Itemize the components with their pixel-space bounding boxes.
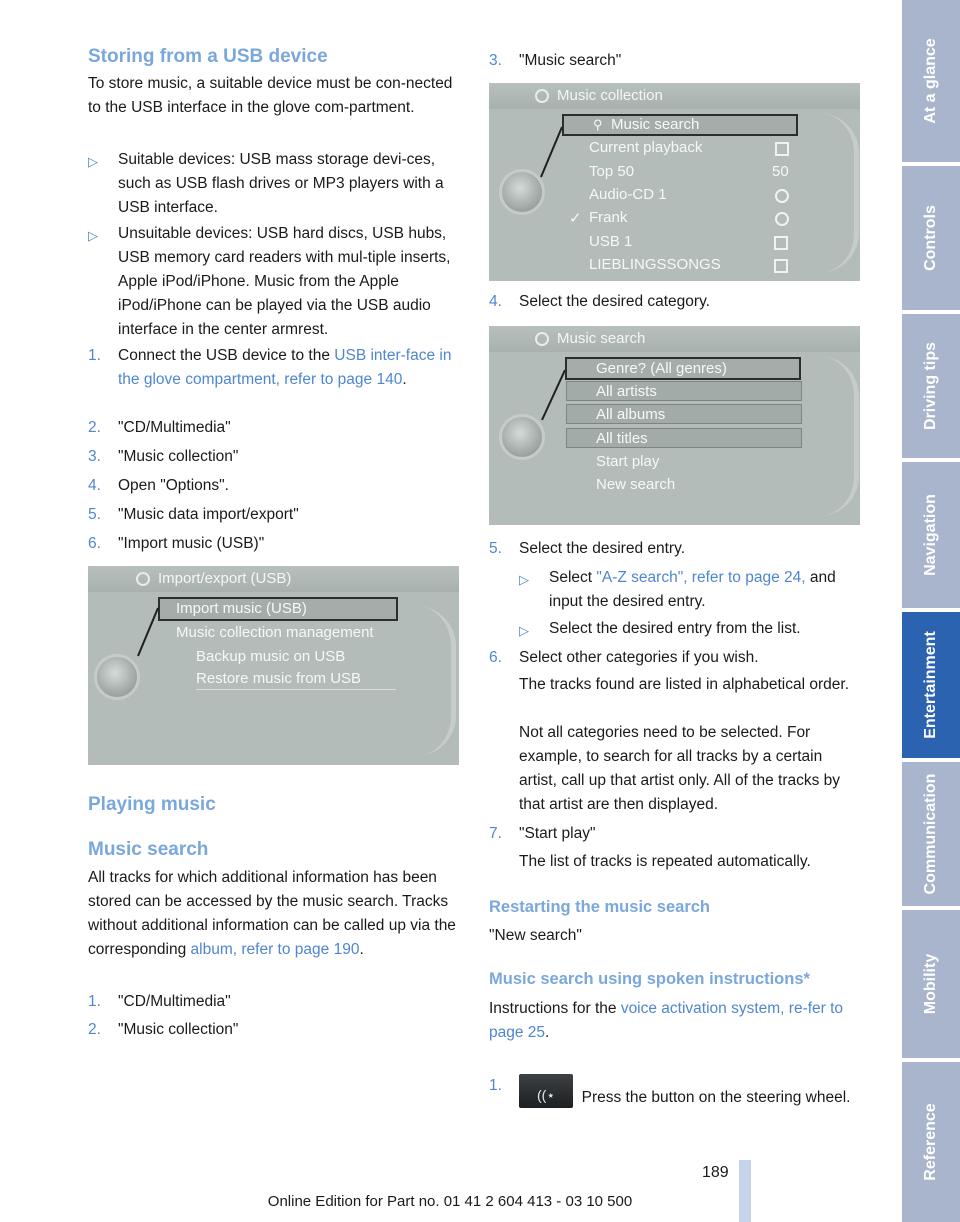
top-50-count: 50 [772,163,789,180]
menu-item-top-50[interactable]: Top 50 [589,163,635,180]
step-2: 2. "CD/Multimedia" [88,419,231,436]
heading-restarting: Restarting the music search [489,898,710,916]
screen-import-export [88,566,459,765]
page-marker [739,1160,751,1222]
menu-item-import-music[interactable]: Import music (USB) [176,600,307,617]
menu-item-lieblingssongs[interactable]: LIEBLINGSSONGS [589,256,721,273]
link-usb-interface[interactable]: USB inter-face in the glove compartment, refer to page 140 [118,347,452,388]
heading-spoken-instructions: Music search using spoken instructions* [489,970,810,988]
pointer-line [489,83,860,281]
screen-title: Music collection [557,87,663,104]
screen-title: Import/export (USB) [158,570,292,587]
paragraph-not-all: Not all categories need to be selected. For example, to search for all tracks by a certain artist, call up that artist only. All of the tracks by that artist are then displayed. [519,724,841,813]
paragraph-storing: To store music, a suitable device must be con-nected to the USB interface in the glove com-partment. [88,75,453,116]
screen-music-collection [489,83,860,281]
step-4: 4. Open "Options". [88,477,229,494]
footer-edition: Online Edition for Part no. 01 41 2 604 413 - 03 10 500 [267,1193,633,1210]
pointer-line [489,326,860,525]
tab-entertainment[interactable]: Entertainment [902,612,960,758]
step-6-categories: 6. Select other categories if you wish. [489,649,759,666]
bullet-az-search: ▷ Select "A-Z search", refer to page 24, and input the desired entry. [519,569,836,610]
menu-item-genre[interactable]: Genre? (All genres) [596,360,727,377]
voice-step-1: 1. ((⋆ Press the button on the steering wheel. [489,1066,864,1122]
search-icon: ⚲ [593,117,603,132]
bullet-from-list: ▷ Select the desired entry from the list. [519,620,801,638]
tab-driving-tips[interactable]: Driving tips [902,314,960,458]
heading-music-search: Music search [88,839,209,860]
menu-item-all-artists[interactable]: All artists [596,383,657,400]
step-4-category: 4. Select the desired category. [489,293,710,310]
link-voice-activation[interactable]: voice activation system, re-fer to page 25 [489,1000,844,1041]
bullet-unsuitable: ▷ Unsuitable devices: USB hard discs, USB hubs, USB memory card readers with mul-tiple inserts, Apple iPod/iPhone. Music from the Apple iPod/iPhone can be played via the USB audio interface in the center armrest. [88,225,451,338]
tab-mobility[interactable]: Mobility [902,910,960,1058]
menu-item-music-search[interactable]: Music search [611,116,700,133]
menu-item-new-search[interactable]: New search [596,476,676,493]
paragraph-repeated: The list of tracks is repeated automatically. [519,853,811,870]
tab-reference[interactable]: Reference [902,1062,960,1222]
menu-item-all-albums[interactable]: All albums [596,406,666,423]
menu-item-audio-cd[interactable]: Audio-CD 1 [589,186,667,203]
heading-playing-music: Playing music [88,794,216,815]
heading-storing: Storing from a USB device [88,46,328,67]
menu-item-backup[interactable]: Backup music on USB [196,648,346,665]
paragraph-new-search: "New search" [489,927,582,944]
menu-item-collection-management[interactable]: Music collection management [176,624,374,641]
menu-item-current-playback[interactable]: Current playback [589,139,703,156]
menu-item-start-play[interactable]: Start play [596,453,660,470]
menu-item-all-titles[interactable]: All titles [596,430,648,447]
step2-1: 1. "CD/Multimedia" [88,993,231,1010]
step2-2: 2. "Music collection" [88,1021,239,1038]
link-az-search[interactable]: "A-Z search", refer to page 24, [596,569,806,586]
paragraph-music-search: All tracks for which additional information has been stored can be accessed by the music search. Tracks without additional information can be called up via the corresponding album, refer to page 190. [88,869,456,958]
step-3: 3. "Music collection" [88,448,239,465]
menu-item-restore[interactable]: Restore music from USB [196,670,362,687]
bullet-suitable: ▷ Suitable devices: USB mass storage devi-ces, such as USB flash drives or MP3 players with a USB interface. [88,151,444,216]
screen-music-search [489,326,860,525]
step-1-connect: 1. Connect the USB device to the USB inter-face in the glove compartment, refer to page 140. [88,347,452,388]
step-5-entry: 5. Select the desired entry. [489,540,685,557]
step-7-start-play: 7. "Start play" [489,825,596,842]
step-6: 6. "Import music (USB)" [88,535,265,552]
menu-item-frank[interactable]: Frank [589,209,628,226]
menu-item-usb-1[interactable]: USB 1 [589,233,633,250]
tab-navigation[interactable]: Navigation [902,462,960,608]
step-3-music-search: 3. "Music search" [489,52,622,69]
check-icon: ✓ [569,210,582,227]
paragraph-alphabetical: The tracks found are listed in alphabetical order. [519,676,849,693]
link-album[interactable]: album, refer to page 190 [190,941,360,958]
tab-controls[interactable]: Controls [902,166,960,310]
pointer-line [88,566,459,765]
tab-communication[interactable]: Communication [902,762,960,906]
paragraph-voice: Instructions for the voice activation system, re-fer to page 25. [489,1000,844,1041]
screen-title: Music search [557,330,646,347]
page-number: 189 [702,1164,729,1181]
voice-button-icon: ((⋆ [519,1074,573,1108]
tab-at-a-glance[interactable]: At a glance [902,0,960,162]
step-5: 5. "Music data import/export" [88,506,299,523]
